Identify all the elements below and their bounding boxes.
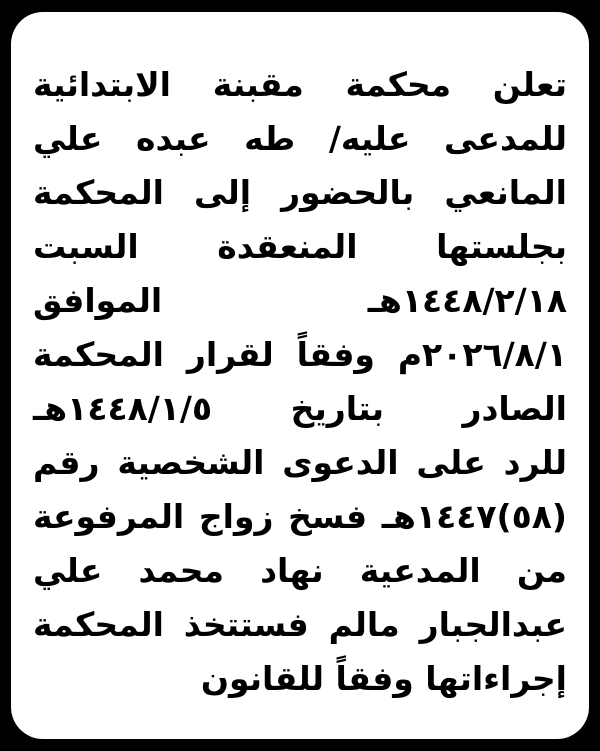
notice-line: ٢٠٢٦/٨/١م وفقاً لقرار المحكمة: [33, 335, 567, 374]
notice-line: من المدعية نهاد محمد علي: [33, 551, 567, 590]
notice-card: [11, 12, 589, 739]
notice-line: (٥٨)١٤٤٧هـ فسخ زواج المرفوعة: [33, 497, 567, 536]
notice-line: للرد على الدعوى الشخصية رقم: [33, 443, 567, 482]
notice-line: بجلستها المنعقدة السبت: [33, 227, 567, 266]
notice-line: إجراءاتها وفقاً للقانون: [200, 659, 567, 698]
notice-line: للمدعى عليه/ طه عبده علي: [33, 119, 567, 158]
notice-line: ١٤٤٨/٢/١٨هـ الموافق: [33, 281, 567, 320]
notice-line: عبدالجبار مالم فستتخذ المحكمة: [33, 605, 567, 644]
court-notice-text: [33, 58, 567, 706]
notice-line: تعلن محكمة مقبنة الابتدائية: [33, 65, 567, 104]
notice-line: المانعي بالحضور إلى المحكمة: [33, 173, 567, 212]
notice-line: الصادر بتاريخ ١٤٤٨/١/٥هـ: [33, 389, 567, 428]
